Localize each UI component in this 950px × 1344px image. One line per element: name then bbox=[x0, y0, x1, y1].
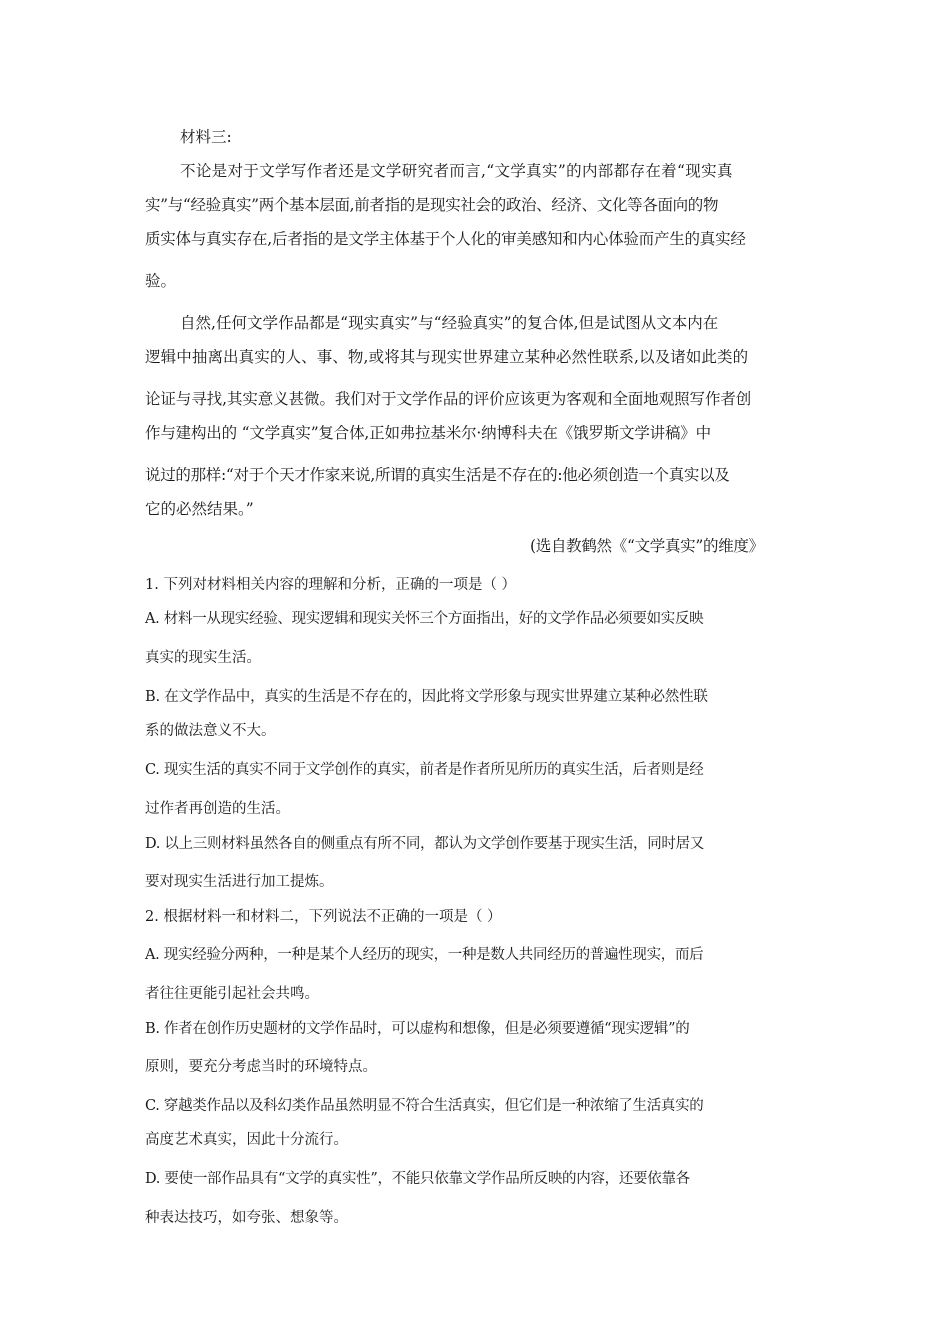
question-stem: 2. 根据材料一和材料二，下列说法不正确的一项是（ ） bbox=[145, 909, 502, 925]
paragraph-line: 不论是对于文学写作者还是文学研究者而言,“文学真实”的内部都存在着“现实真 bbox=[180, 162, 733, 180]
paragraph-line: 逻辑中抽离出真实的人、事、物,或将其与现实世界建立某种必然性联系,以及诸如此类的 bbox=[145, 348, 749, 366]
material-heading: 材料三: bbox=[180, 128, 232, 146]
option-c: C. 穿越类作品以及科幻类作品虽然明显不符合生活真实，但它们是一种浓缩了生活真实的 bbox=[145, 1098, 704, 1114]
paragraph-line: 论证与寻找,其实意义甚微。我们对于文学作品的评价应该更为客观和全面地观照写作者创 bbox=[145, 390, 752, 408]
source-citation: (选自教鹤然《“文学真实”的维度》 bbox=[530, 537, 764, 555]
option-b: B. 作者在创作历史题材的文学作品时，可以虚构和想像，但是必须要遵循“现实逻辑”的 bbox=[145, 1021, 690, 1037]
option-c-cont: 过作者再创造的生活。 bbox=[145, 801, 290, 817]
option-a-cont: 者往往更能引起社会共鸣。 bbox=[145, 986, 319, 1002]
option-a-cont: 真实的现实生活。 bbox=[145, 650, 261, 666]
paragraph-line: 实”与“经验真实”两个基本层面,前者指的是现实社会的政治、经济、文化等各面向的物 bbox=[145, 196, 719, 214]
option-b: B. 在文学作品中，真实的生活是不存在的，因此将文学形象与现实世界建立某种必然性联 bbox=[145, 689, 708, 705]
paragraph-line: 作与建构出的 “文学真实”复合体,正如弗拉基米尔·纳博科夫在《饿罗斯文学讲稿》中 bbox=[145, 424, 711, 442]
paragraph-line: 质实体与真实存在,后者指的是文学主体基于个人化的审美感知和内心体验而产生的真实经 bbox=[145, 230, 746, 248]
option-d: D. 要使一部作品具有“文学的真实性”，不能只依靠文学作品所反映的内容，还要依靠各 bbox=[145, 1171, 690, 1187]
option-d: D. 以上三则材料虽然各自的侧重点有所不同，都认为文学创作要基于现实生活，同时居又 bbox=[145, 836, 705, 852]
paragraph-line: 验。 bbox=[145, 272, 177, 290]
paragraph-line: 自然,任何文学作品都是“现实真实”与“经验真实”的复合体,但是试图从文本内在 bbox=[180, 314, 719, 332]
option-a: A. 材料一从现实经验、现实逻辑和现实关怀三个方面指出，好的文学作品必须要如实反映 bbox=[145, 611, 704, 627]
option-d-cont: 种表达技巧，如夸张、想象等。 bbox=[145, 1210, 348, 1226]
paragraph-line: 说过的那样:“对于个天才作家来说,所谓的真实生活是不存在的:他必须创造一个真实以及 bbox=[145, 466, 730, 484]
option-c: C. 现实生活的真实不同于文学创作的真实，前者是作者所见所历的真实生活，后者则是经 bbox=[145, 762, 704, 778]
option-d-cont: 要对现实生活进行加工提炼。 bbox=[145, 874, 334, 890]
option-b-cont: 原则，要充分考虑当时的环境特点。 bbox=[145, 1059, 377, 1075]
question-stem: 1. 下列对材料相关内容的理解和分析，正确的一项是（ ） bbox=[145, 577, 517, 593]
paragraph-line: 它的必然结果。” bbox=[145, 500, 254, 518]
option-c-cont: 高度艺术真实，因此十分流行。 bbox=[145, 1132, 348, 1148]
option-a: A. 现实经验分两种，一种是某个人经历的现实，一种是数人共同经历的普遍性现实，而后 bbox=[145, 947, 704, 963]
option-b-cont: 系的做法意义不大。 bbox=[145, 723, 276, 739]
